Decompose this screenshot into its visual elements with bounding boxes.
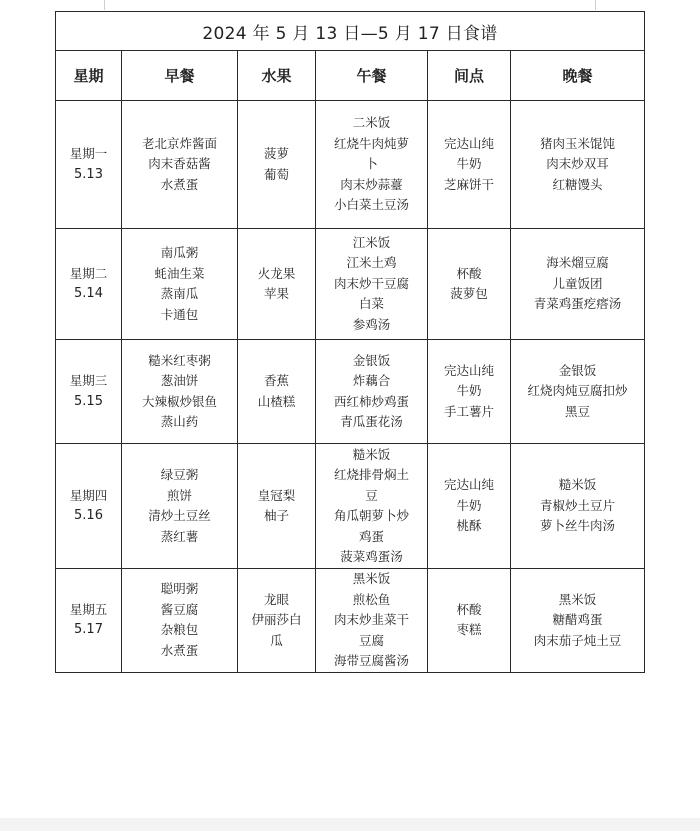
page-edge-right (595, 0, 596, 10)
dish-item: 肉末炒蒜薹 (340, 176, 403, 192)
dish-item: 红烧肉炖豆腐扣炒 (527, 383, 628, 399)
dish-item: 柚子 (263, 508, 289, 523)
dish-item: 清炒土豆丝 (148, 508, 211, 523)
weekday-cell: 星期二 5.14 (56, 229, 122, 340)
dish-item: 苹果 (263, 286, 289, 301)
fruit-cell (238, 340, 316, 444)
table-row (56, 101, 645, 229)
dish-item: 黑米饭 (352, 571, 391, 586)
dish-item: 肉末炒双耳 (546, 156, 609, 172)
menu-table (55, 11, 645, 673)
dish-item: 完达山纯 (443, 135, 494, 151)
dish-item: 炸藕合 (352, 373, 391, 388)
dish-item: 蚝油生菜 (154, 265, 205, 281)
dish-item: 糙米饭 (558, 477, 597, 493)
breakfast-cell (122, 101, 238, 229)
lunch-cell (316, 340, 428, 444)
dish-item: 参鸡汤 (352, 316, 391, 332)
dish-item: 杯酸 (456, 265, 482, 281)
dish-item: 蒸红薯 (160, 528, 199, 544)
dish-item: 萝卜丝牛肉汤 (540, 518, 616, 534)
lunch-cell (316, 569, 428, 673)
dish-item: 黑米饭 (558, 591, 597, 607)
dish-item: 煎松鱼 (352, 591, 391, 607)
snack-cell (428, 340, 511, 444)
lunch-cell (316, 101, 428, 229)
dish-item: 豆 (365, 487, 378, 503)
dish-item: 煎饼 (166, 487, 192, 503)
dish-item: 糖醋鸡蛋 (552, 612, 603, 627)
dish-item: 皇冠梨 (257, 487, 296, 503)
dish-item: 海米熘豆腐 (546, 255, 609, 271)
dinner-cell (511, 444, 645, 569)
dish-item: 水煮蛋 (160, 176, 199, 192)
breakfast-cell (122, 340, 238, 444)
lunch-cell (316, 444, 428, 569)
header-weekday: 星期 (56, 51, 122, 101)
dish-item: 卡通包 (160, 306, 199, 322)
dish-item: 伊丽莎白 (251, 612, 302, 627)
dish-item: 香蕉 (263, 373, 289, 388)
dish-item: 芝麻饼干 (443, 176, 494, 192)
dish-item: 蒸南瓜 (160, 286, 199, 301)
weekday-cell: 星期一 5.13 (56, 101, 122, 229)
dish-item: 肉末炒干豆腐 (333, 275, 409, 291)
snack-cell (428, 229, 511, 340)
dish-item: 绿豆粥 (160, 467, 199, 482)
dinner-cell (511, 569, 645, 673)
table-row (56, 569, 645, 673)
dish-item: 金银饭 (352, 352, 391, 368)
dish-item: 完达山纯 (443, 362, 494, 378)
dish-item: 杂粮包 (160, 622, 199, 638)
dish-item: 糙米饭 (352, 446, 391, 462)
dish-item: 儿童饭团 (552, 275, 603, 291)
dish-item: 老北京炸酱面 (141, 135, 217, 151)
dish-item: 肉末炒韭菜干 (333, 612, 409, 627)
dish-item: 红烧排骨焖土 (333, 467, 409, 482)
snack-cell (428, 101, 511, 229)
dish-item: 二米饭 (352, 115, 391, 131)
dinner-cell (511, 340, 645, 444)
dish-item: 肉末茄子炖土豆 (533, 632, 622, 648)
dish-item: 葡萄 (263, 166, 289, 182)
dish-item: 聪明粥 (160, 581, 199, 597)
header-snack: 间点 (428, 51, 511, 101)
fruit-cell (238, 569, 316, 673)
weekday-cell: 星期三 5.15 (56, 340, 122, 444)
lunch-cell (316, 229, 428, 340)
dish-item: 红糖馒头 (552, 176, 603, 192)
dish-item: 水煮蛋 (160, 642, 199, 658)
header-lunch: 午餐 (316, 51, 428, 101)
breakfast-cell (122, 569, 238, 673)
fruit-cell (238, 101, 316, 229)
page-edge-left (104, 0, 105, 10)
dish-item: 牛奶 (456, 156, 482, 172)
table-title: 2024 年 5 月 13 日—5 月 17 日食谱 (56, 12, 645, 51)
dish-item: 鸡蛋 (358, 528, 384, 544)
table-row (56, 340, 645, 444)
dish-item: 山楂糕 (257, 393, 296, 409)
table-row (56, 444, 645, 569)
dish-item: 瓜 (270, 632, 283, 648)
dish-item: 菠菜鸡蛋汤 (340, 549, 403, 564)
dish-item: 菠萝 (263, 146, 289, 161)
dish-item: 牛奶 (456, 497, 482, 513)
dish-item: 黑豆 (565, 403, 591, 419)
header-fruit: 水果 (238, 51, 316, 101)
dish-item: 火龙果 (257, 265, 296, 281)
fruit-cell (238, 444, 316, 569)
dish-item: 桃酥 (456, 518, 482, 534)
snack-cell (428, 444, 511, 569)
dish-item: 糙米红枣粥 (148, 352, 211, 368)
dish-item: 杯酸 (456, 601, 482, 617)
dish-item: 枣糕 (456, 622, 482, 638)
dish-item: 龙眼 (263, 591, 289, 607)
dish-item: 江米土鸡 (346, 255, 397, 271)
dish-item: 西红柿炒鸡蛋 (333, 393, 409, 409)
header-dinner: 晚餐 (511, 51, 645, 101)
weekday-cell: 星期四 5.16 (56, 444, 122, 569)
fruit-cell (238, 229, 316, 340)
dish-item: 完达山纯 (443, 477, 494, 493)
dish-item: 葱油饼 (160, 373, 199, 388)
dish-item: 菠萝包 (450, 286, 488, 301)
dish-item: 牛奶 (456, 383, 482, 399)
dish-item: 角瓜朝萝卜炒 (333, 508, 409, 523)
breakfast-cell (122, 444, 238, 569)
dish-item: 白菜 (358, 296, 384, 312)
dish-item: 江米饭 (352, 234, 391, 250)
dish-item: 手工薯片 (443, 403, 494, 419)
dish-item: 小白菜土豆汤 (333, 197, 409, 213)
breakfast-cell (122, 229, 238, 340)
dish-item: 豆腐 (358, 632, 384, 648)
dish-item: 大辣椒炒银鱼 (141, 393, 217, 409)
dish-item: 青菜鸡蛋疙瘩汤 (533, 296, 622, 312)
dish-item: 金银饭 (558, 362, 597, 378)
dish-item: 红烧牛肉炖萝 (333, 135, 409, 151)
page-bottom-strip (0, 818, 700, 831)
table-row (56, 229, 645, 340)
dish-item: 南瓜粥 (160, 245, 199, 260)
dinner-cell (511, 101, 645, 229)
dish-item: 肉末香菇酱 (148, 156, 211, 172)
dish-item: 酱豆腐 (160, 601, 199, 617)
dish-item: 卜 (365, 156, 378, 172)
dish-item: 青椒炒土豆片 (540, 497, 616, 513)
dish-item: 青瓜蛋花汤 (340, 414, 403, 429)
header-breakfast: 早餐 (122, 51, 238, 101)
dish-item: 猪肉玉米馄饨 (540, 135, 616, 151)
weekday-cell: 星期五 5.17 (56, 569, 122, 673)
dish-item: 海带豆腐酱汤 (333, 653, 409, 668)
dinner-cell (511, 229, 645, 340)
snack-cell (428, 569, 511, 673)
dish-item: 蒸山药 (160, 414, 199, 429)
